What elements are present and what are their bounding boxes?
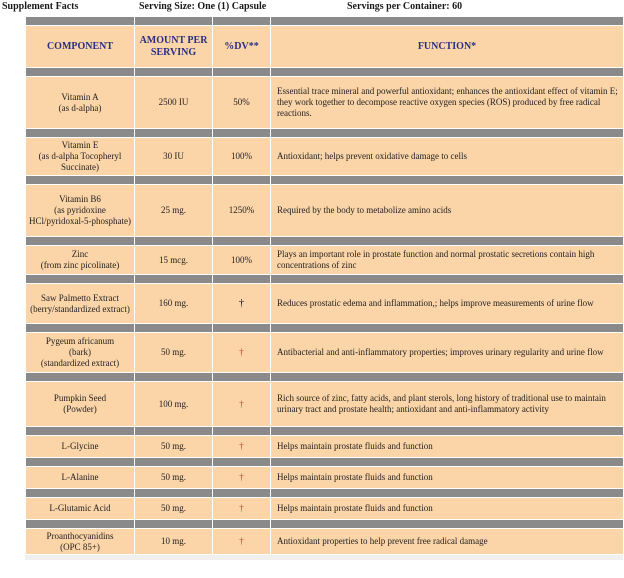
component-cell: Proanthocyanidins (OPC 85+) xyxy=(26,529,135,555)
dv-cell: † xyxy=(213,284,271,324)
amount-cell: 100 mg. xyxy=(135,382,213,427)
amount-cell: 50 mg. xyxy=(135,467,213,489)
supplement-facts-table xyxy=(25,16,624,555)
table-row xyxy=(26,529,624,555)
dv-cell: † xyxy=(213,333,271,373)
function-cell: Plays an important role in prostate function and normal prostatic secretions contain high concentrations of zinc xyxy=(271,246,624,275)
function-cell: Reduces prostatic edema and inflammation,; helps improve measurements of urine flow xyxy=(271,284,624,324)
table-row xyxy=(26,498,624,520)
table-row xyxy=(26,246,624,275)
dv-cell: † xyxy=(213,467,271,489)
function-cell: Rich source of zinc, fatty acids, and plant sterols, long history of traditional use to maintain urinary tract and prostate health; antioxidant and anti-inflammatory activity xyxy=(271,382,624,427)
header-row xyxy=(26,26,624,68)
separator-row xyxy=(26,176,624,185)
dv-cell: † xyxy=(213,529,271,555)
amount-cell: 50 mg. xyxy=(135,333,213,373)
component-cell: Pygeum africanum (bark) (standardized extract) xyxy=(26,333,135,373)
dv-cell: 100% xyxy=(213,246,271,275)
amount-cell: 160 mg. xyxy=(135,284,213,324)
amount-cell: 25 mg. xyxy=(135,185,213,237)
column-header-amount: AMOUNT PER SERVING xyxy=(135,26,213,68)
dv-cell: † xyxy=(213,382,271,427)
table-row xyxy=(26,77,624,129)
separator-row xyxy=(26,458,624,467)
component-cell: L-Glycine xyxy=(26,436,135,458)
component-cell: Vitamin E (as d-alpha Tocopheryl Succinate) xyxy=(26,138,135,176)
amount-cell: 50 mg. xyxy=(135,498,213,520)
dv-cell: 100% xyxy=(213,138,271,176)
function-cell: Antioxidant properties to help prevent free radical damage xyxy=(271,529,624,555)
function-cell: Helps maintain prostate fluids and function xyxy=(271,467,624,489)
component-cell: Saw Palmetto Extract (berry/standardized extract) xyxy=(26,284,135,324)
table-row xyxy=(26,333,624,373)
table-row xyxy=(26,284,624,324)
function-cell: Required by the body to metabolize amino acids xyxy=(271,185,624,237)
table-row xyxy=(26,185,624,237)
function-cell: Antioxidant; helps prevent oxidative damage to cells xyxy=(271,138,624,176)
function-cell: Antibacterial and anti-inflammatory properties; improves urinary regularity and urine flow xyxy=(271,333,624,373)
table-row xyxy=(26,436,624,458)
separator-row xyxy=(26,489,624,498)
function-cell: Helps maintain prostate fluids and function xyxy=(271,498,624,520)
separator-row xyxy=(26,17,624,26)
component-cell: Vitamin B6 (as pyridoxine HCl/pyridoxal-5-phosphate) xyxy=(26,185,135,237)
servings-per-container: Servings per Container: 60 xyxy=(347,1,463,12)
dv-cell: 50% xyxy=(213,77,271,129)
table-row xyxy=(26,138,624,176)
component-cell: Zinc (from zinc picolinate) xyxy=(26,246,135,275)
amount-cell: 50 mg. xyxy=(135,436,213,458)
dv-cell: † xyxy=(213,436,271,458)
separator-row xyxy=(26,68,624,77)
separator-row xyxy=(26,427,624,436)
separator-row xyxy=(26,373,624,382)
supplement-facts-title: Supplement Facts xyxy=(2,1,79,12)
table-row xyxy=(26,467,624,489)
column-header-dv: %DV** xyxy=(213,26,271,68)
component-cell: L-Alanine xyxy=(26,467,135,489)
column-header-function: FUNCTION* xyxy=(271,26,624,68)
separator-row xyxy=(26,237,624,246)
separator-row xyxy=(26,275,624,284)
amount-cell: 2500 IU xyxy=(135,77,213,129)
amount-cell: 15 mcg. xyxy=(135,246,213,275)
dv-cell: † xyxy=(213,498,271,520)
column-header-component: COMPONENT xyxy=(26,26,135,68)
separator-row xyxy=(26,520,624,529)
separator-row xyxy=(26,129,624,138)
table-row xyxy=(26,382,624,427)
function-cell: Helps maintain prostate fluids and function xyxy=(271,436,624,458)
component-cell: L-Glutamic Acid xyxy=(26,498,135,520)
component-cell: Vitamin A (as d-alpha) xyxy=(26,77,135,129)
amount-cell: 30 IU xyxy=(135,138,213,176)
dv-cell: 1250% xyxy=(213,185,271,237)
separator-row xyxy=(26,324,624,333)
serving-size: Serving Size: One (1) Capsule xyxy=(139,1,267,12)
component-cell: Pumpkin Seed (Powder) xyxy=(26,382,135,427)
supplement-facts-panel xyxy=(25,16,623,560)
function-cell: Essential trace mineral and powerful antioxidant; enhances the antioxidant effect of vitamin E; they work together to decompose reactive oxygen species (ROS) produced by free radical reactions. xyxy=(271,77,624,129)
supplement-header xyxy=(0,0,624,14)
amount-cell: 10 mg. xyxy=(135,529,213,555)
